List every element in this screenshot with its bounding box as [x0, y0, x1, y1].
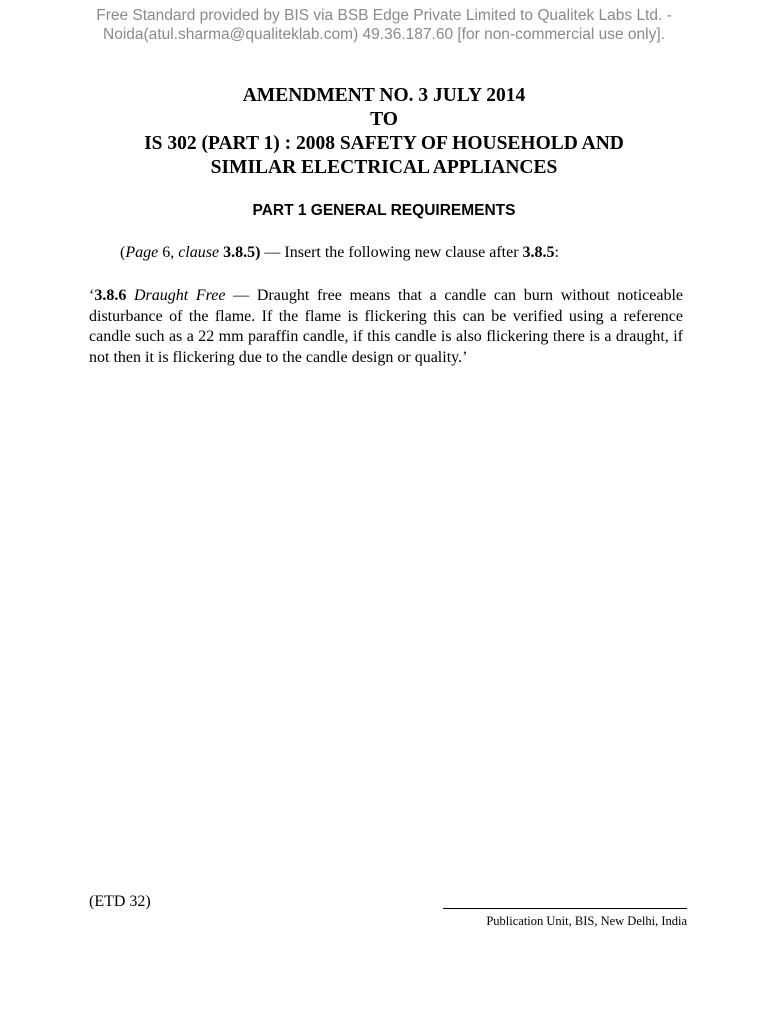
clause-term: Draught Free	[134, 287, 226, 304]
footer-divider	[443, 908, 687, 909]
instruction-open-paren: (	[120, 244, 126, 261]
clause-space	[126, 287, 134, 304]
clause-number: 3.8.6	[94, 287, 127, 304]
instruction-page-word: Page	[125, 244, 159, 261]
section-heading: PART 1 GENERAL REQUIREMENTS	[252, 202, 516, 219]
title-line-2: TO	[370, 109, 398, 130]
clause-open-quote: ‘	[89, 287, 95, 304]
title-line-3: IS 302 (PART 1) : 2008 SAFETY OF HOUSEHOLD AND	[144, 133, 624, 154]
watermark-notice	[0, 6, 768, 44]
instruction-close-paren: )	[255, 244, 261, 261]
publisher-line: Publication Unit, BIS, New Delhi, India	[486, 914, 687, 928]
amendment-instruction	[120, 242, 559, 263]
watermark-line-1: Free Standard provided by BIS via BSB Edge Private Limited to Qualitek Labs Ltd. -	[96, 7, 672, 24]
amendment-title	[0, 84, 768, 180]
watermark-line-2: Noida(atul.sharma@qualiteklab.com) 49.36.187.60 [for non-commercial use only].	[103, 26, 665, 43]
instruction-page-number: 6,	[158, 244, 179, 261]
title-line-1: AMENDMENT NO. 3 JULY 2014	[242, 85, 526, 106]
title-line-4: SIMILAR ELECTRICAL APPLIANCES	[210, 157, 558, 178]
instruction-colon: :	[554, 244, 559, 261]
committee-reference: (ETD 32)	[89, 893, 151, 910]
instruction-clause-ref: 3.8.5	[223, 244, 256, 261]
instruction-new-after: 3.8.5	[522, 244, 555, 261]
clause-body: — Draught free means that a candle can burn without noticeable disturbance of the flame. If the flame is flickering this can be verified using a reference candle such as a 22 mm paraffin candle, if this candle is also flickering there is a draught, if not then it is flickering due to the candle design or quality.’	[89, 287, 684, 366]
instruction-clause-word: clause	[178, 244, 220, 261]
new-clause-text	[89, 286, 683, 368]
instruction-text: — Insert the following new clause after	[260, 244, 523, 261]
